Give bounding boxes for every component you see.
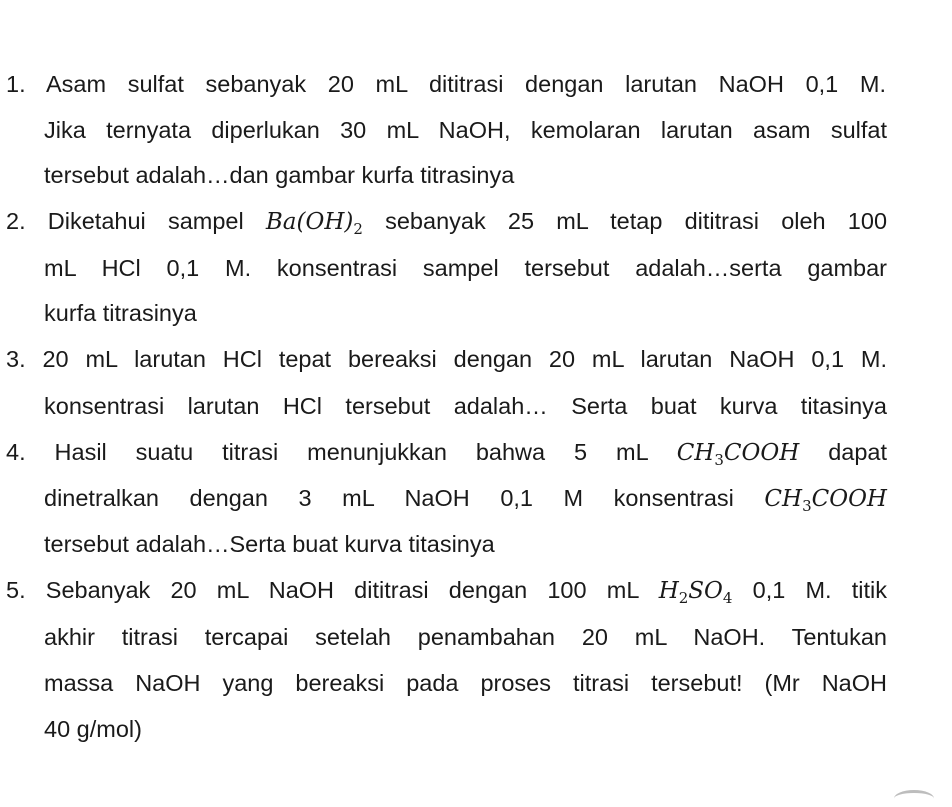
question-3-number: 3. [6,346,26,372]
formula-sulfuric-acid: $H_2SO_4$ [658,578,733,607]
question-4-number: 4. [6,439,26,465]
question-4-line-3: tersebut adalah…Serta buat kurva titasinya [44,531,495,557]
question-5-number: 5. [6,577,26,603]
formula-acetic-acid: $CH_3COOH$ [676,440,800,469]
question-2-line-1 [6,206,887,237]
question-5-line-4: 40 g/mol) [44,716,142,742]
question-2-text-b: sebanyak 25 mL tetap dititrasi oleh 100 [385,208,888,234]
question-1-line-3: tersebut adalah…dan gambar kurfa titrasinya [44,162,515,188]
question-1-number: 1. [6,71,26,97]
page-corner-decoration [894,790,934,807]
question-5-text-a: Sebanyak 20 mL NaOH dititrasi dengan 100 mL [45,577,639,603]
question-2-text-a: Diketahui sampel [47,208,244,234]
question-4-text-c: dinetralkan dengan 3 mL NaOH 0,1 M konsentrasi [44,485,734,511]
question-5-line-2: akhir titrasi tercapai setelah penambahan 20 mL NaOH. Tentukan [44,624,887,650]
question-2-line-2: mL HCl 0,1 M. konsentrasi sampel tersebut adalah…serta gambar [44,255,887,281]
question-1-line-2: Jika ternyata diperlukan 30 mL NaOH, kemolaran larutan asam sulfat [44,117,887,143]
formula-barium-hydroxide: $Ba(OH)_2$ [265,209,363,238]
question-4-line-1 [6,437,887,468]
question-2-number: 2. [6,208,26,234]
question-2-line-3: kurfa titrasinya [44,300,197,326]
question-5-line-3: massa NaOH yang bereaksi pada proses titrasi tersebut! (Mr NaOH [44,670,887,696]
question-4-line-2 [44,483,887,514]
question-5-text-b: 0,1 M. titik [752,577,887,603]
question-4-text-b: dapat [828,439,888,465]
question-3-line-1 [6,344,887,374]
question-3-line-2: konsentrasi larutan HCl tersebut adalah… Serta buat kurva titasinya [44,393,887,419]
question-1-line-1 [6,69,886,99]
question-4-text-a: Hasil suatu titrasi menunjukkan bahwa 5 mL [54,439,648,465]
formula-acetic-acid-2: $CH_3COOH$ [764,486,887,515]
question-5-line-1 [6,575,887,606]
question-3-text: 20 mL larutan HCl tepat bereaksi dengan 20 mL larutan NaOH 0,1 M. [42,346,887,372]
question-1-text: Asam sulfat sebanyak 20 mL dititrasi dengan larutan NaOH 0,1 M. [45,71,886,97]
